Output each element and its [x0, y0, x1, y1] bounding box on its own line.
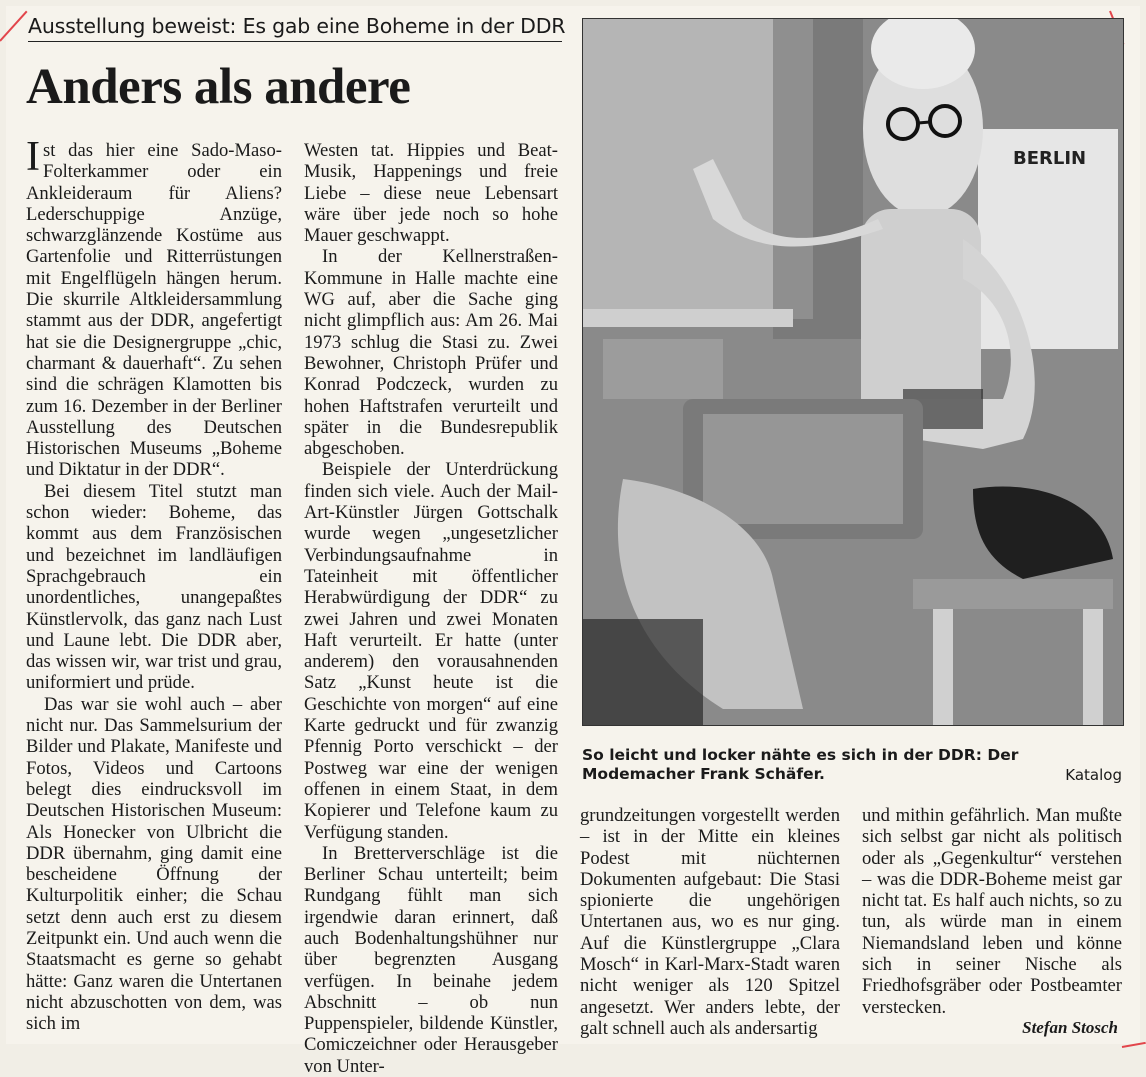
paragraph: Bei diesem Titel stutzt man schon wieder: Boheme, das kommt aus dem Französischen und bezeichnet im landläufigen Sprachgebrauch ein unordentliches, unangepaßtes Künstlervolk, das ganz nach Lust und Laune lebt. Die DDR aber, das wissen wir, war trist und grau, uniformiert und prüde. — [26, 480, 282, 694]
paragraph: Beispiele der Unterdrückung finden sich viele. Auch der Mail-Art-Künstler Jürgen Gottschalk wurde wegen „ungesetzlicher Verbindungsaufnahme in Tateinheit mit öffentlicher Herabwürdigung der DDR“ zu zwei Jahren und zwei Monaten Haft verurteilt. Er hatte (unter anderem) den vorausahnenden Satz „Kunst heute ist die Geschichte von morgen“ auf eine Karte gedruckt und für zwanzig Pfennig Porto verschickt – der Postweg war eine der wenigen offenen in einem Staat, in dem Kopierer und Telefone kaum zu Verfügung standen. — [304, 459, 558, 843]
paragraph: Das war sie wohl auch – aber nicht nur. Das Sammelsurium der Bilder und Plakate, Manifeste und Fotos, Videos und Cartoons belegt dies eindrucksvoll im Deutschen Historischen Museum: Als Honecker von Ulbricht die DDR übernahm, ging damit eine bescheidene Öffnung der Kulturpolitik einher; die Schau setzt denn auch erst zu diesem Zeitpunkt ein. Und auch wenn die Staatsmacht es gerne so gehabt hätte: Ganz waren die Untertanen nicht abzuschotten von dem, was sich im — [26, 693, 282, 1035]
article-kicker: Ausstellung beweist: Es gab eine Boheme in der DDR — [28, 14, 562, 42]
paragraph: In Bretterverschläge ist die Berliner Schau unterteilt; beim Rundgang fühlt man sich irgendwie daran erinnert, daß auch Bodenhaltungshühner nur über begrenzten Ausgang verfügen. In beinahe jedem Abschnitt – ob nun Puppenspieler, bildende Künstler, Comiczeichner oder Herausgeber von Unter- — [304, 842, 558, 1077]
paragraph: Westen tat. Hippies und Beat-Musik, Happenings und freie Liebe – diese neue Lebensart wäre über jede noch so hohe Mauer geschwappt. — [304, 140, 558, 247]
paragraph: In der Kellnerstraßen-Kommune in Halle machte eine WG auf, aber die Sache ging nicht glimpflich aus: Am 26. Mai 1973 schlug die Stasi zu. Zwei Bewohner, Christoph Prüfer und Konrad Podczeck, wurden zu hohen Haftstrafen verurteilt und später in die Bundesrepublik abgeschoben. — [304, 246, 558, 460]
text-column-1 — [26, 134, 282, 1035]
text-column-3 — [580, 805, 840, 1039]
photo-caption: So leicht und locker nähte es sich in der DDR: Der Modemacher Frank Schäfer. — [582, 746, 1019, 783]
text-column-4 — [862, 805, 1122, 1018]
poster-text: BERLIN — [1013, 148, 1087, 169]
photo-illustration — [583, 19, 1123, 725]
paragraph: Ist das hier eine Sado-Maso-Folterkammer oder ein Ankleideraum für Aliens? Lederschuppige Anzüge, schwarzglänzende Kostüme aus Gartenfolie und Ritterrüstungen mit Engelflügeln hängen herum. Die skurrile Altkleidersammlung stammt aus der DDR, angefertigt hat sie die Designergruppe „chic, charmant & dauerhaft“. Zu sehen sind die schrägen Klamotten bis zum 16. Dezember in der Berliner Ausstellung des Deutschen Historischen Museums „Boheme und Diktatur in der DDR“. — [26, 134, 282, 481]
drop-cap: I — [26, 134, 40, 180]
article-photo — [582, 18, 1124, 726]
article-headline: Anders als andere — [26, 59, 411, 115]
paragraph: und mithin gefährlich. Man mußte sich selbst gar nicht als politisch oder als „Gegenkultur“ verstehen – was die DDR-Boheme meist gar nicht tat. Es half auch nichts, so zu tun, als würde man in einem Niemandsland leben und könne sich in seiner Nische als Friedhofsgräber oder Postbeamter verstecken. — [862, 805, 1122, 1018]
author-byline: Stefan Stosch — [1022, 1018, 1118, 1037]
photo-credit: Katalog — [1065, 766, 1122, 784]
text-column-2 — [304, 140, 558, 1077]
paragraph: grundzeitungen vorgestellt werden – ist in der Mitte ein kleines Podest mit nüchternen Dokumenten aufgebaut: Die Stasi spionierte die ungehörigen Untertanen aus, wo es nur ging. Auf die Künstlergruppe „Clara Mosch“ in Karl-Marx-Stadt waren nicht weniger als 120 Spitzel angesetzt. Wer anders lebte, der galt schnell auch als andersartig — [580, 805, 840, 1039]
